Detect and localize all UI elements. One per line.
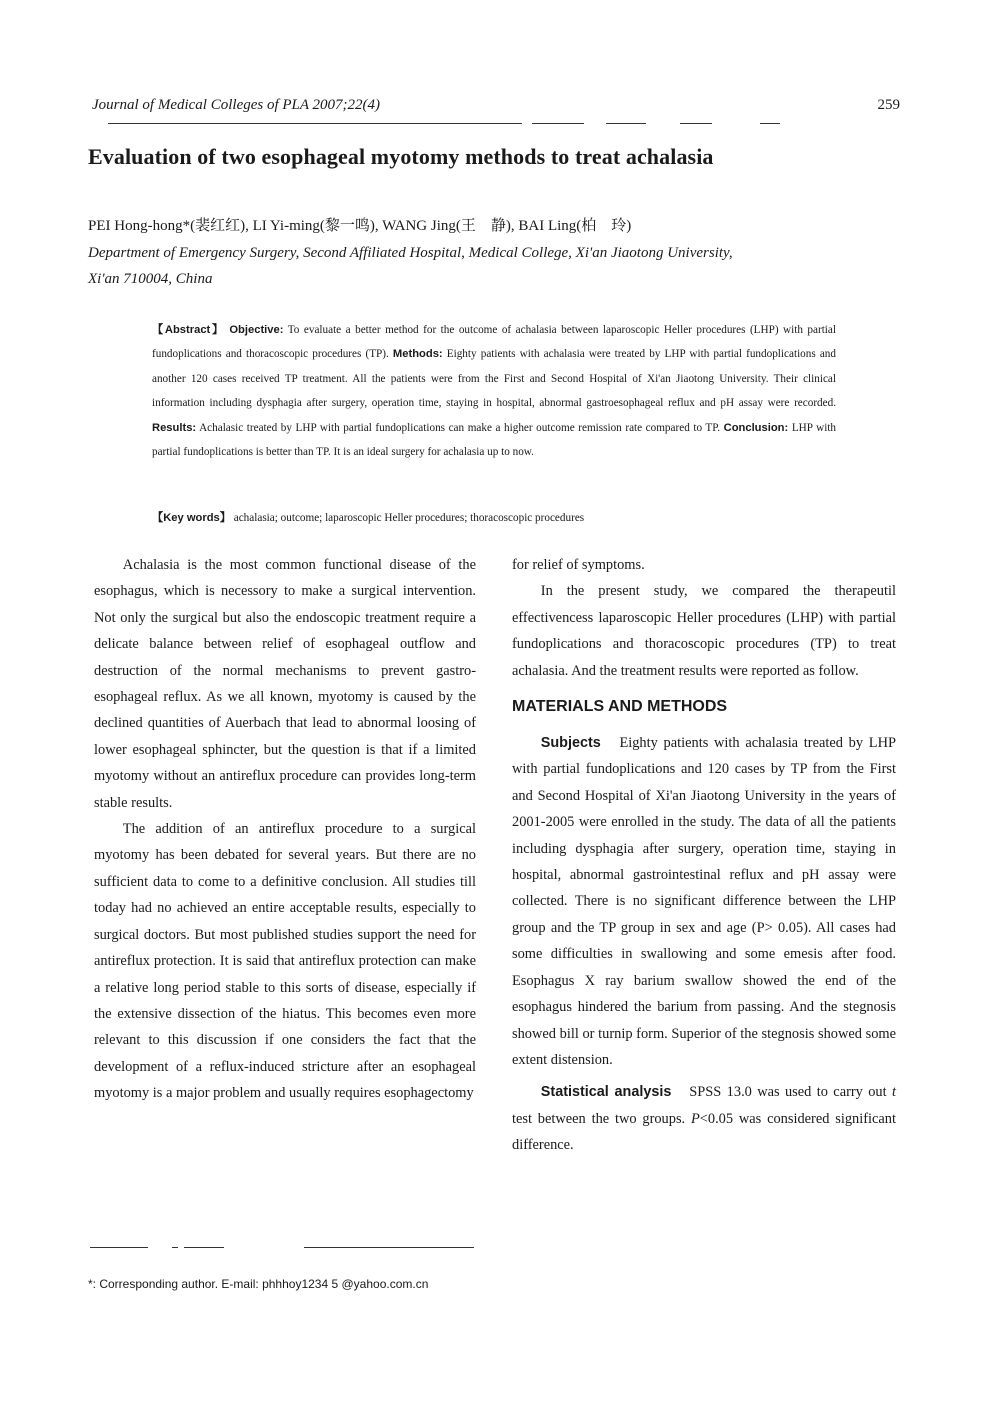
author-list: PEI Hong-hong*(裴红红), LI Yi-ming(黎一鸣), WANG Jing(王 静), BAI Ling(柏 玲) [88, 218, 632, 234]
header-rule [680, 123, 712, 124]
abstract-label: 【Abstract】 [152, 324, 225, 336]
results-label: Results: [152, 421, 197, 434]
statistics-text: test between the two groups. [512, 1110, 691, 1127]
methods-text: Eighty patients with achalasia were treated by LHP with partial fundoplications and another 120 cases received TP treatment. All the patients were from the First and Second Hospital of Xi'an Jiaotong University. Their clinical information including dysphagia after surgery, operation time, staying in hospital, abnormal gastroesophageal reflux and pH assay were recorded. [152, 348, 836, 410]
subjects-label: Subjects [540, 735, 601, 752]
keywords-text: achalasia; outcome; laparoscopic Heller procedures; thoracoscopic procedures [230, 512, 585, 524]
subjects-paragraph [512, 730, 896, 1073]
header-rule [606, 123, 646, 124]
affiliation-line: Department of Emergency Surgery, Second Affiliated Hospital, Medical College, Xi'an Jiaotong University, [88, 245, 733, 261]
header-rule [232, 123, 522, 124]
footnote-rule [304, 1247, 474, 1248]
statistics-text: <0.05 was considered significant difference. [512, 1110, 896, 1154]
right-column [512, 552, 896, 1159]
abstract [152, 318, 836, 464]
body-paragraph: The addition of an antireflux procedure to a surgical myotomy has been debated for several years. But there are no sufficient data to come to a definitive conclusion. All studies till today had no achieved an entire acceptable results, especially to surgical doctors. But most published studies support the need for antireflux protection. It is said that antireflux protection can make a relative long period stable to this sorts of disease, especially if the extensive dissection of the hiatus. This becomes even more relevant to this discussion if one considers the fact that the development of a reflux-induced stricture after an esophageal myotomy is a major problem and usually requires esophagectomy [94, 821, 476, 1102]
journal-citation: Journal of Medical Colleges of PLA 2007;22(4) [92, 97, 381, 113]
header-rule [760, 123, 780, 124]
conclusion-text: LHP with partial fundoplications is better than TP. It is an ideal surgery for achalasia up to now. [152, 421, 836, 459]
body-paragraph: Achalasia is the most common functional disease of the esophagus, which is necessory to make a surgical intervention. Not only the surgical but also the endoscopic treatment require a delicate balance between relief of esophageal outflow and destruction of the normal mechanisms to prevent gastro-esophageal reflux. As we all known, myotomy is caused by the declined quantities of Auerbach that lead to abnormal loosing of lower esophageal sphincter, but the question is that if a limited myotomy without an antireflux procedure can provides long-term stable results. [94, 557, 476, 811]
statistics-label: Statistical analysis [540, 1084, 672, 1101]
conclusion-label: Conclusion: [723, 421, 789, 434]
subjects-text: Eighty patients with achalasia treated by LHP with partial fundoplications and 120 cases by TP from the First and Second Hospital of Xi'an Jiaotong University in the years of 2001-2005 were enrolled in the study. The data of all the patients including dysphagia after surgery, operation time, staying in hospital, abnormal gastrointestinal reflux and pH assay were collected. There is no significant difference between the LHP group and the TP group in sex and age (P> 0.05). All cases had some difficulties in swallowing and some emesis after food. Esophagus X ray barium swallow showed the end of the esophagus hindered the barium from passing. And the stegnosis showed bill or turnip form. Superior of the stegnosis showed some extent distension. [512, 735, 896, 1068]
affiliation [88, 240, 908, 292]
header-rule [108, 123, 236, 124]
methods-label: Methods: [392, 348, 443, 361]
affiliation-line: Xi'an 710004, China [88, 271, 213, 287]
footnote-rule [184, 1247, 224, 1248]
keywords [152, 506, 836, 530]
page-number: 259 [877, 97, 900, 113]
body-paragraph: In the present study, we compared the therapeutil effectivencess laparoscopic Heller procedures (LHP) with partial fundoplications and thoracoscopic procedures (TP) to treat achalasia. And the treatment results were reported as follow. [512, 583, 896, 679]
section-heading: MATERIALS AND METHODS [512, 698, 728, 716]
footnote-rule [90, 1247, 148, 1248]
statistics-paragraph [512, 1079, 896, 1158]
body-paragraph: for relief of symptoms. [512, 557, 645, 573]
footnote-rule [172, 1247, 178, 1248]
objective-text: To evaluate a better method for the outcome of achalasia between laparoscopic Heller procedures (LHP) with partial fundoplications and thoracoscopic procedures (TP). [152, 324, 836, 361]
keywords-label: 【Key words】 [152, 512, 231, 524]
header-rule [532, 123, 584, 124]
running-head [88, 97, 900, 121]
article-title: Evaluation of two esophageal myotomy methods to treat achalasia [88, 144, 714, 169]
t-symbol: t [892, 1084, 896, 1101]
footnote: *: Corresponding author. E-mail: phhhoy1234 5 @yahoo.com.cn [88, 1277, 429, 1291]
p-symbol: P [690, 1110, 700, 1127]
statistics-text: SPSS 13.0 was used to carry out [671, 1084, 892, 1101]
left-column [94, 552, 476, 1107]
objective-label: Objective: [229, 324, 284, 336]
results-text: Achalasic treated by LHP with partial fundoplications can make a higher outcome remission rate compared to TP. [196, 421, 724, 434]
